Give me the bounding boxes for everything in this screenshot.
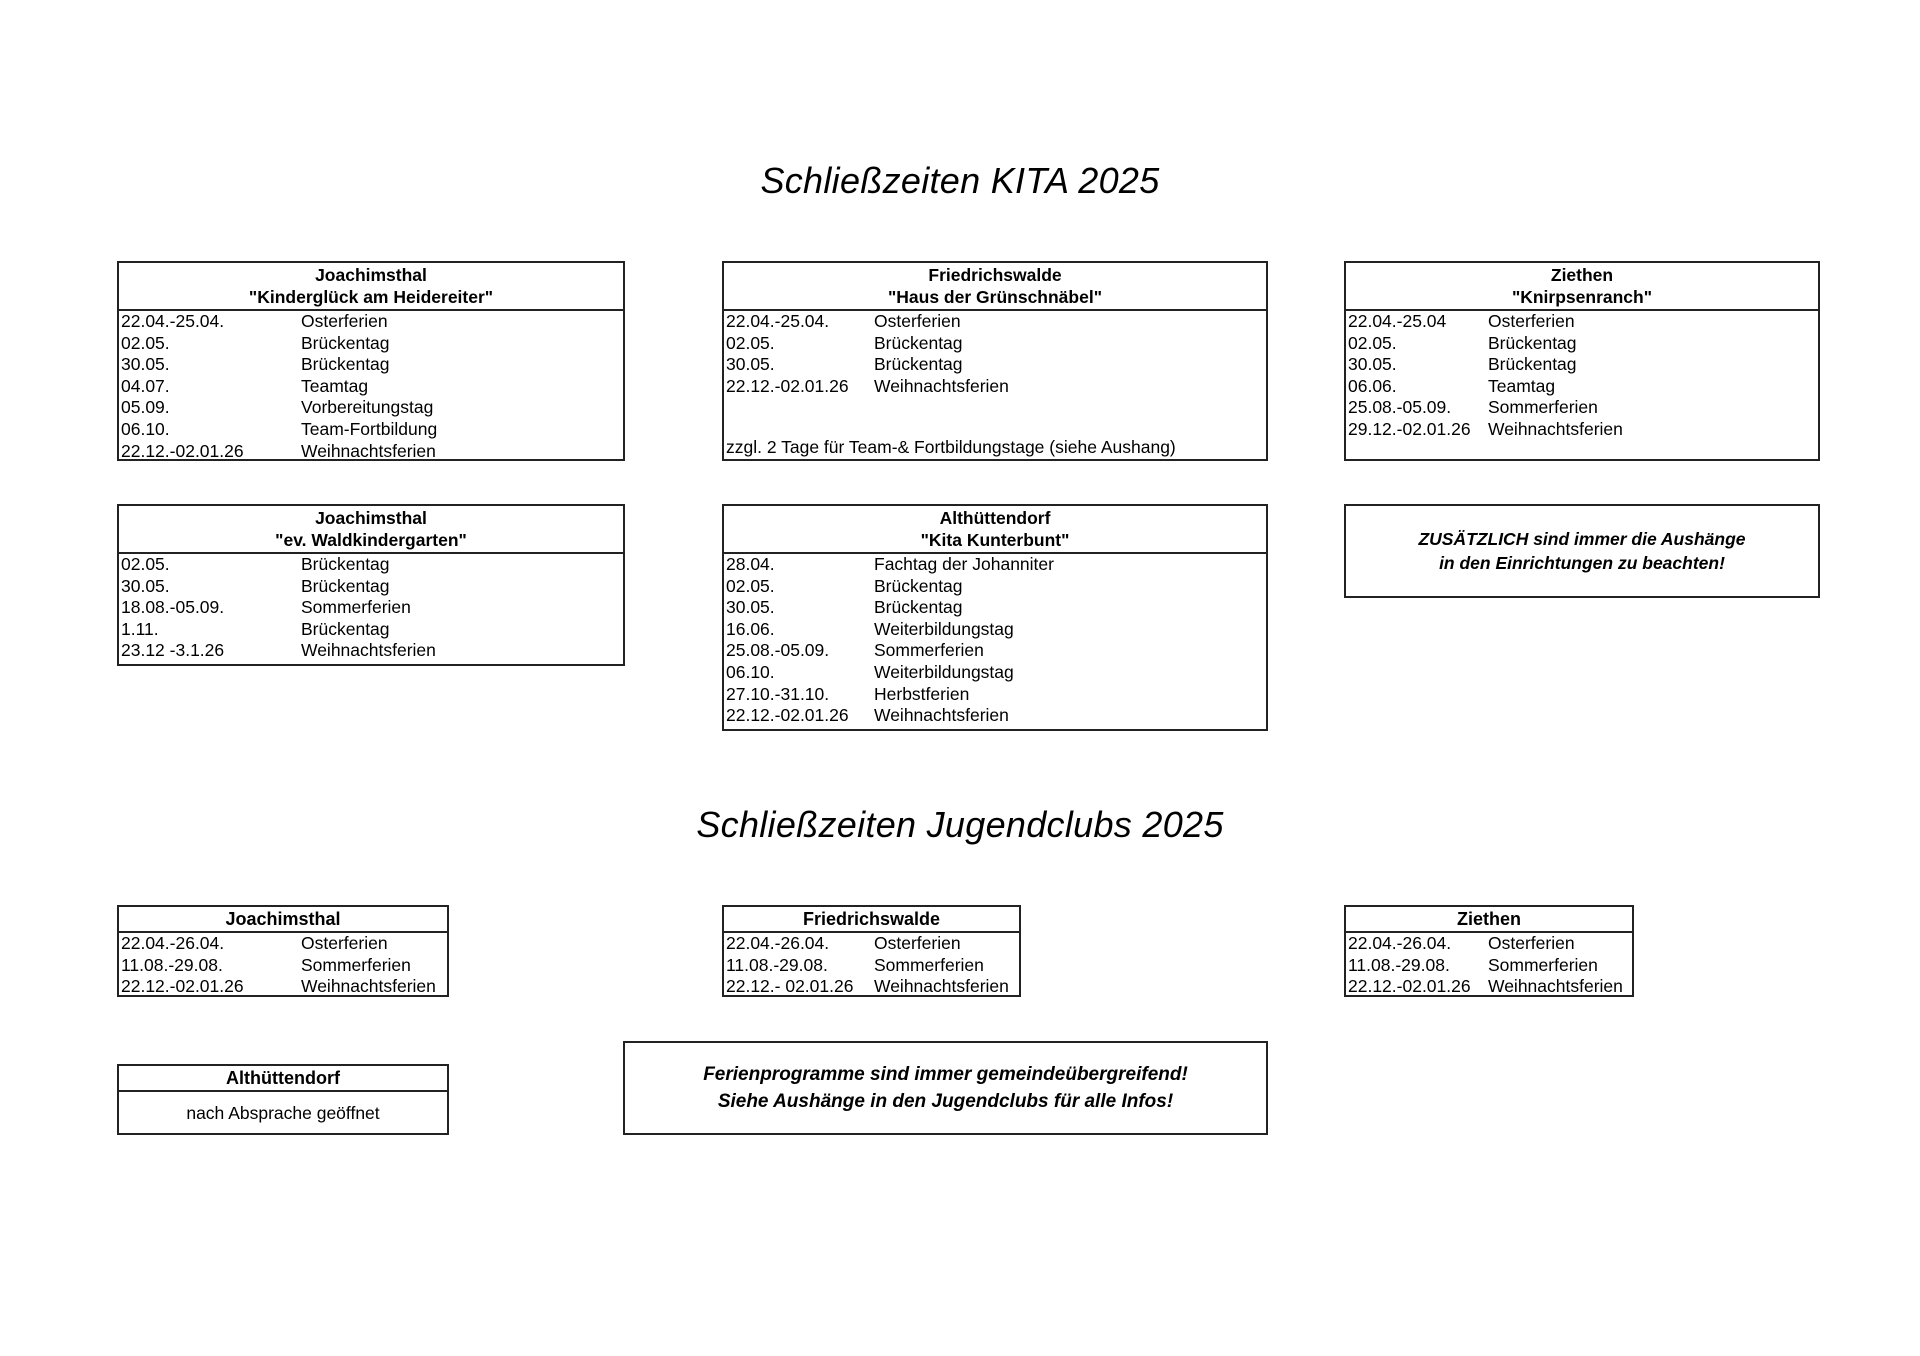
table-row <box>726 955 1019 977</box>
table-header <box>1346 263 1818 311</box>
row-label: Weihnachtsferien <box>874 976 1009 997</box>
row-label: Brückentag <box>874 332 963 353</box>
row-date: 22.04.-26.04. <box>121 933 225 953</box>
rows <box>119 311 623 462</box>
row-date: 18.08.-05.09. <box>121 597 225 618</box>
row-date: 30.05. <box>726 354 775 375</box>
kita-notice-box <box>1344 504 1820 598</box>
row-label: Brückentag <box>301 554 390 574</box>
place-name: Joachimsthal <box>225 909 341 929</box>
rows <box>1346 933 1632 998</box>
kita-joachimsthal-kinderglueck-table <box>117 261 625 461</box>
row-date: 22.12.-02.01.26 <box>121 440 244 461</box>
row-label: Osterferien <box>1488 933 1575 953</box>
facility-name: "Kita Kunterbunt" <box>920 530 1070 550</box>
table-row <box>121 376 623 398</box>
table-row <box>121 397 623 419</box>
jugend-joachimsthal-table <box>117 905 449 997</box>
row-label: Sommerferien <box>1488 954 1598 975</box>
row-label: Brückentag <box>301 575 390 596</box>
table-row <box>1348 376 1818 398</box>
row-label: Weihnachtsferien <box>1488 418 1623 439</box>
table-row <box>121 976 447 998</box>
row-label: Sommerferien <box>301 597 411 618</box>
notice-line-2: Siehe Aushänge in den Jugendclubs für alle Infos! <box>717 1091 1174 1112</box>
row-date: 22.04.-25.04. <box>121 311 225 331</box>
table-row <box>121 576 623 598</box>
place-name: Ziethen <box>1456 909 1521 929</box>
facility-name: "Haus der Grünschnäbel" <box>887 287 1102 307</box>
row-label: Brückentag <box>1488 354 1577 375</box>
row-date: 02.05. <box>121 554 170 574</box>
row-date: 30.05. <box>121 575 170 596</box>
jugend-title: Schließzeiten Jugendclubs 2025 <box>696 804 1224 845</box>
rows <box>724 933 1019 998</box>
row-date: 30.05. <box>1348 354 1397 375</box>
row-label: Weiterbildungstag <box>874 661 1014 682</box>
table-header <box>119 263 623 311</box>
row-date: 11.08.-29.08. <box>726 954 828 975</box>
row-date: 23.12 -3.1.26 <box>121 640 225 661</box>
table-row <box>1348 311 1818 333</box>
row-date: 02.05. <box>121 332 170 353</box>
place-name: Althüttendorf <box>939 508 1051 528</box>
row-label: Brückentag <box>301 332 390 353</box>
table-row <box>726 684 1266 706</box>
table-row <box>1348 933 1632 955</box>
row-label: Weihnachtsferien <box>301 976 436 997</box>
table-row <box>726 354 1266 376</box>
row-date: 04.07. <box>121 375 170 396</box>
row-date: 06.10. <box>726 661 775 682</box>
table-row <box>121 441 623 463</box>
table-row <box>121 333 623 355</box>
row-label: Teamtag <box>301 375 369 396</box>
row-label: Weihnachtsferien <box>874 375 1009 396</box>
row-date: 22.12.-02.01.26 <box>726 705 849 726</box>
table-row <box>726 333 1266 355</box>
row-date: 06.10. <box>121 418 170 439</box>
kita-title: Schließzeiten KITA 2025 <box>760 160 1160 201</box>
row-label: Team-Fortbildung <box>301 418 438 439</box>
row-label: Sommerferien <box>874 954 984 975</box>
table-row <box>121 933 447 955</box>
row-date: 22.04.-25.04 <box>1348 311 1447 331</box>
table-row <box>121 955 447 977</box>
row-label: Osterferien <box>874 933 961 953</box>
table-row <box>726 933 1019 955</box>
row-label: Brückentag <box>301 354 390 375</box>
facility-name: "ev. Waldkindergarten" <box>275 530 467 550</box>
table-header <box>724 263 1266 311</box>
rows <box>724 311 1266 397</box>
table-row <box>1348 397 1818 419</box>
row-date: 29.12.-02.01.26 <box>1348 418 1471 439</box>
row-label: Osterferien <box>301 311 388 331</box>
extra-days-note: zzgl. 2 Tage für Team-& Fortbildungstage (siehe Aushang) <box>726 437 1176 458</box>
row-date: 1.11. <box>121 618 159 639</box>
table-row <box>726 597 1266 619</box>
row-date: 30.05. <box>121 354 170 375</box>
row-label: Brückentag <box>1488 332 1577 353</box>
table-header <box>119 506 623 554</box>
row-date: 16.06. <box>726 618 775 639</box>
kita-ziethen-table <box>1344 261 1820 461</box>
place-name: Ziethen <box>1550 265 1614 285</box>
row-label: Brückentag <box>874 597 963 618</box>
place-name: Joachimsthal <box>315 265 427 285</box>
table-row <box>121 419 623 441</box>
row-label: Weihnachtsferien <box>301 440 436 461</box>
row-label: Osterferien <box>1488 311 1575 331</box>
row-label: Osterferien <box>874 311 961 331</box>
row-date: 11.08.-29.08. <box>1348 954 1450 975</box>
table-row <box>121 311 623 333</box>
row-label: Sommerferien <box>1488 397 1598 418</box>
table-row <box>1348 976 1632 998</box>
row-date: 22.04.-26.04. <box>1348 933 1452 953</box>
table-row <box>726 576 1266 598</box>
row-label: Weihnachtsferien <box>874 705 1009 726</box>
table-header <box>119 907 447 933</box>
jugend-ziethen-table <box>1344 905 1634 997</box>
row-date: 02.05. <box>1348 332 1397 353</box>
table-row <box>726 376 1266 398</box>
jugend-notice-box <box>623 1041 1268 1135</box>
table-row <box>726 976 1019 998</box>
rows <box>119 554 623 662</box>
table-row <box>1348 354 1818 376</box>
table-row <box>1348 419 1818 441</box>
notice-line-1: Ferienprogramme sind immer gemeindeübergreifend! <box>703 1064 1188 1085</box>
table-header <box>724 506 1266 554</box>
row-date: 22.04.-26.04. <box>726 933 830 953</box>
table-row <box>726 311 1266 333</box>
row-label: Brückentag <box>301 618 390 639</box>
kita-friedrichswalde-table <box>722 261 1268 461</box>
row-label: Brückentag <box>874 575 963 596</box>
table-row <box>726 554 1266 576</box>
kita-joachimsthal-waldkindergarten-table <box>117 504 625 666</box>
row-date: 22.12.-02.01.26 <box>1348 976 1471 997</box>
row-label: Weihnachtsferien <box>1488 976 1623 997</box>
table-row <box>121 554 623 576</box>
place-name: Joachimsthal <box>315 508 427 528</box>
row-date: 02.05. <box>726 575 775 596</box>
row-label: Vorbereitungstag <box>301 397 434 418</box>
row-date: 22.12.- 02.01.26 <box>726 976 854 997</box>
row-date: 30.05. <box>726 597 775 618</box>
table-row <box>1348 955 1632 977</box>
jugend-althuettendorf-table <box>117 1064 449 1135</box>
table-row <box>121 619 623 641</box>
row-date: 22.04.-25.04. <box>726 311 830 331</box>
row-date: 22.12.-02.01.26 <box>726 375 849 396</box>
rows <box>724 554 1266 727</box>
table-row <box>121 597 623 619</box>
table-row <box>121 640 623 662</box>
kita-althuettendorf-table <box>722 504 1268 731</box>
facility-name: "Knirpsenranch" <box>1511 287 1653 307</box>
row-date: 25.08.-05.09. <box>726 640 830 661</box>
table-row <box>1348 333 1818 355</box>
table-row <box>726 619 1266 641</box>
row-date: 05.09. <box>121 397 170 418</box>
row-date: 06.06. <box>1348 375 1397 396</box>
opening-note: nach Absprache geöffnet <box>186 1103 380 1123</box>
row-date: 11.08.-29.08. <box>121 954 223 975</box>
row-date: 25.08.-05.09. <box>1348 397 1452 418</box>
row-label: Teamtag <box>1488 375 1556 396</box>
row-date: 22.12.-02.01.26 <box>121 976 244 997</box>
rows <box>1346 311 1818 441</box>
rows <box>119 933 447 998</box>
row-label: Fachtag der Johanniter <box>874 554 1054 574</box>
row-label: Herbstferien <box>874 683 970 704</box>
row-label: Osterferien <box>301 933 388 953</box>
row-label: Sommerferien <box>301 954 411 975</box>
table-row <box>726 662 1266 684</box>
jugend-friedrichswalde-table <box>722 905 1021 997</box>
facility-name: "Kinderglück am Heidereiter" <box>248 287 494 307</box>
table-header <box>1346 907 1632 933</box>
table-row <box>121 354 623 376</box>
table-row <box>726 705 1266 727</box>
row-label: Weihnachtsferien <box>301 640 436 661</box>
table-row <box>726 640 1266 662</box>
row-date: 02.05. <box>726 332 775 353</box>
row-label: Sommerferien <box>874 640 984 661</box>
place-name: Friedrichswalde <box>928 265 1062 285</box>
place-name: Friedrichswalde <box>802 909 941 929</box>
table-header <box>724 907 1019 933</box>
row-label: Weiterbildungstag <box>874 618 1014 639</box>
table-header <box>119 1066 447 1092</box>
row-label: Brückentag <box>874 354 963 375</box>
notice-line-1: ZUSÄTZLICH sind immer die Aushänge <box>1418 529 1746 549</box>
row-date: 28.04. <box>726 554 775 574</box>
row-date: 27.10.-31.10. <box>726 683 830 704</box>
place-name: Althüttendorf <box>226 1068 340 1088</box>
notice-line-2: in den Einrichtungen zu beachten! <box>1439 553 1725 573</box>
